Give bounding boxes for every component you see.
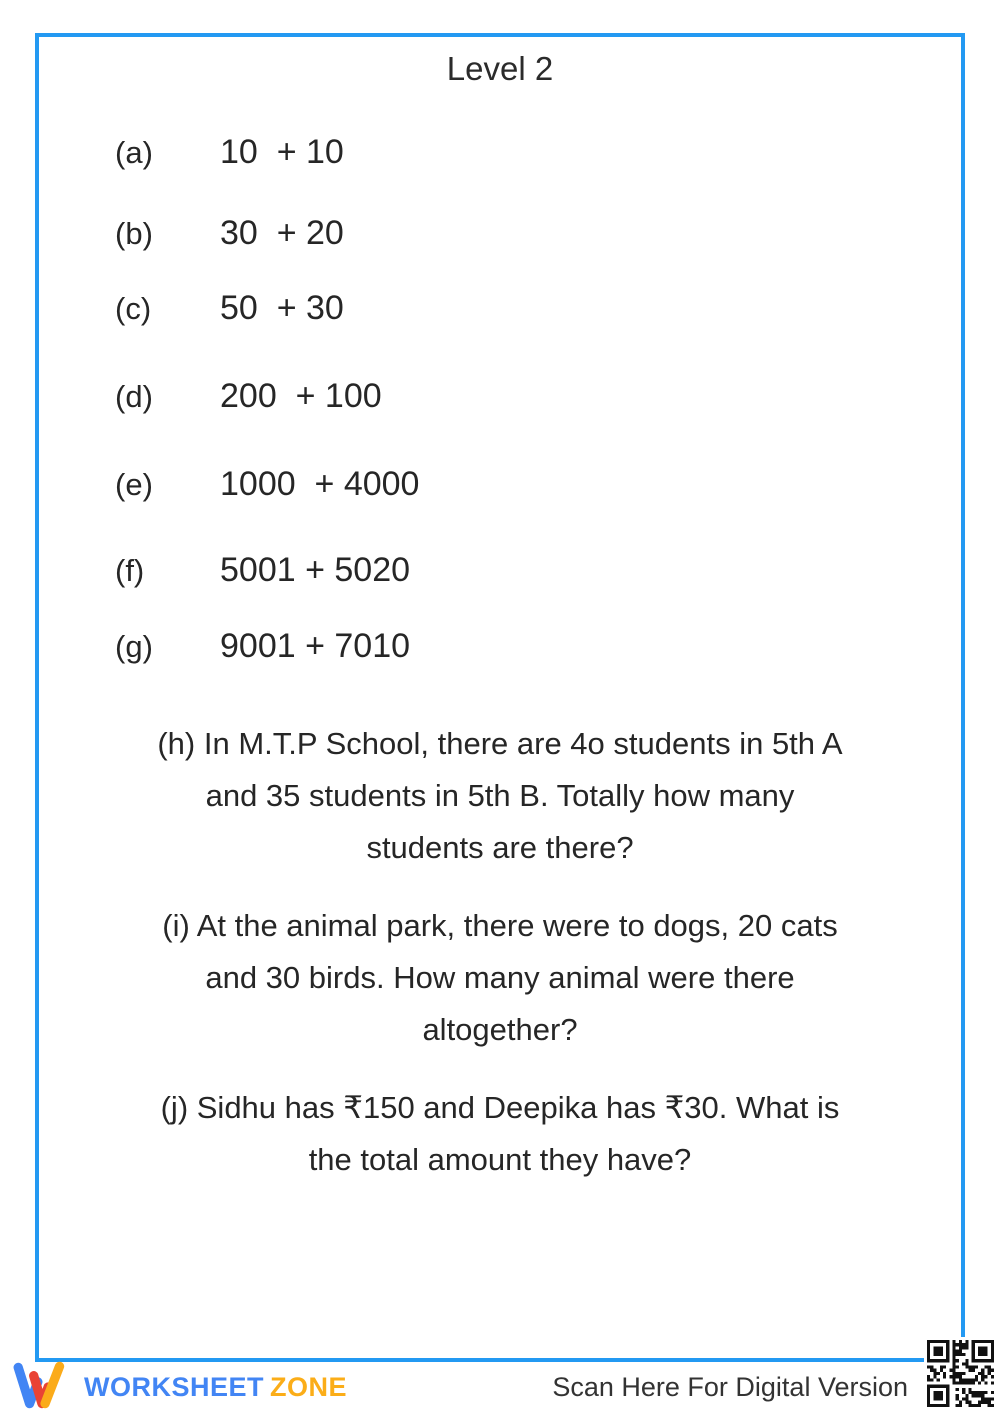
worksheetzone-logo-icon xyxy=(12,1360,74,1412)
problem-expression: 200 + 100 xyxy=(220,377,382,415)
word-problem-i xyxy=(81,900,919,1056)
problem-label: (b) xyxy=(115,216,153,251)
word-problem-line: the total amount they have? xyxy=(308,1142,692,1177)
word-problem-line: students are there? xyxy=(366,830,634,865)
problem-expression: 30 + 20 xyxy=(220,214,344,252)
problem-list xyxy=(39,130,961,668)
page-footer xyxy=(0,1362,1000,1413)
problem-row-b xyxy=(115,211,961,255)
word-problem-line: (j) Sidhu has ₹150 and Deepika has ₹30. What is xyxy=(160,1090,840,1125)
problem-row-e xyxy=(115,462,961,506)
brand-worksheet: WORKSHEET xyxy=(84,1372,264,1402)
word-problem-line: (h) In M.T.P School, there are 4o students in 5th A xyxy=(157,726,843,761)
worksheet-title: Level 2 xyxy=(446,50,554,87)
problem-label: (a) xyxy=(115,135,153,170)
problem-expression: 50 + 30 xyxy=(220,289,344,327)
problem-label: (c) xyxy=(115,291,152,326)
problem-expression: 5001 + 5020 xyxy=(220,551,411,589)
worksheetzone-logo xyxy=(12,1362,347,1414)
problem-expression: 1000 + 4000 xyxy=(220,465,420,503)
worksheet-border-box xyxy=(35,33,965,1362)
problem-row-f xyxy=(115,548,961,592)
word-problem-j xyxy=(81,1082,919,1186)
problem-expression: 9001 + 7010 xyxy=(220,627,411,665)
problem-row-d xyxy=(115,374,961,418)
problem-label: (g) xyxy=(115,629,153,664)
qr-code xyxy=(924,1337,997,1410)
problem-label: (d) xyxy=(115,379,153,414)
word-problem-h xyxy=(81,718,919,874)
problem-row-c xyxy=(115,286,961,330)
problem-row-g xyxy=(115,624,961,668)
problem-row-a xyxy=(115,130,961,174)
brand-zone: ZONE xyxy=(270,1372,348,1402)
problem-label: (e) xyxy=(115,467,153,502)
brand-wordmark xyxy=(84,1372,347,1403)
scan-here-label: Scan Here For Digital Version xyxy=(552,1372,908,1402)
problem-label: (f) xyxy=(115,553,145,588)
word-problem-line: and 35 students in 5th B. Totally how many xyxy=(205,778,795,813)
word-problem-line: and 30 birds. How many animal were there xyxy=(205,960,795,995)
problem-expression: 10 + 10 xyxy=(220,133,344,171)
word-problem-line: (i) At the animal park, there were to dogs, 20 cats xyxy=(162,908,838,943)
word-problem-line: altogether? xyxy=(422,1012,578,1047)
